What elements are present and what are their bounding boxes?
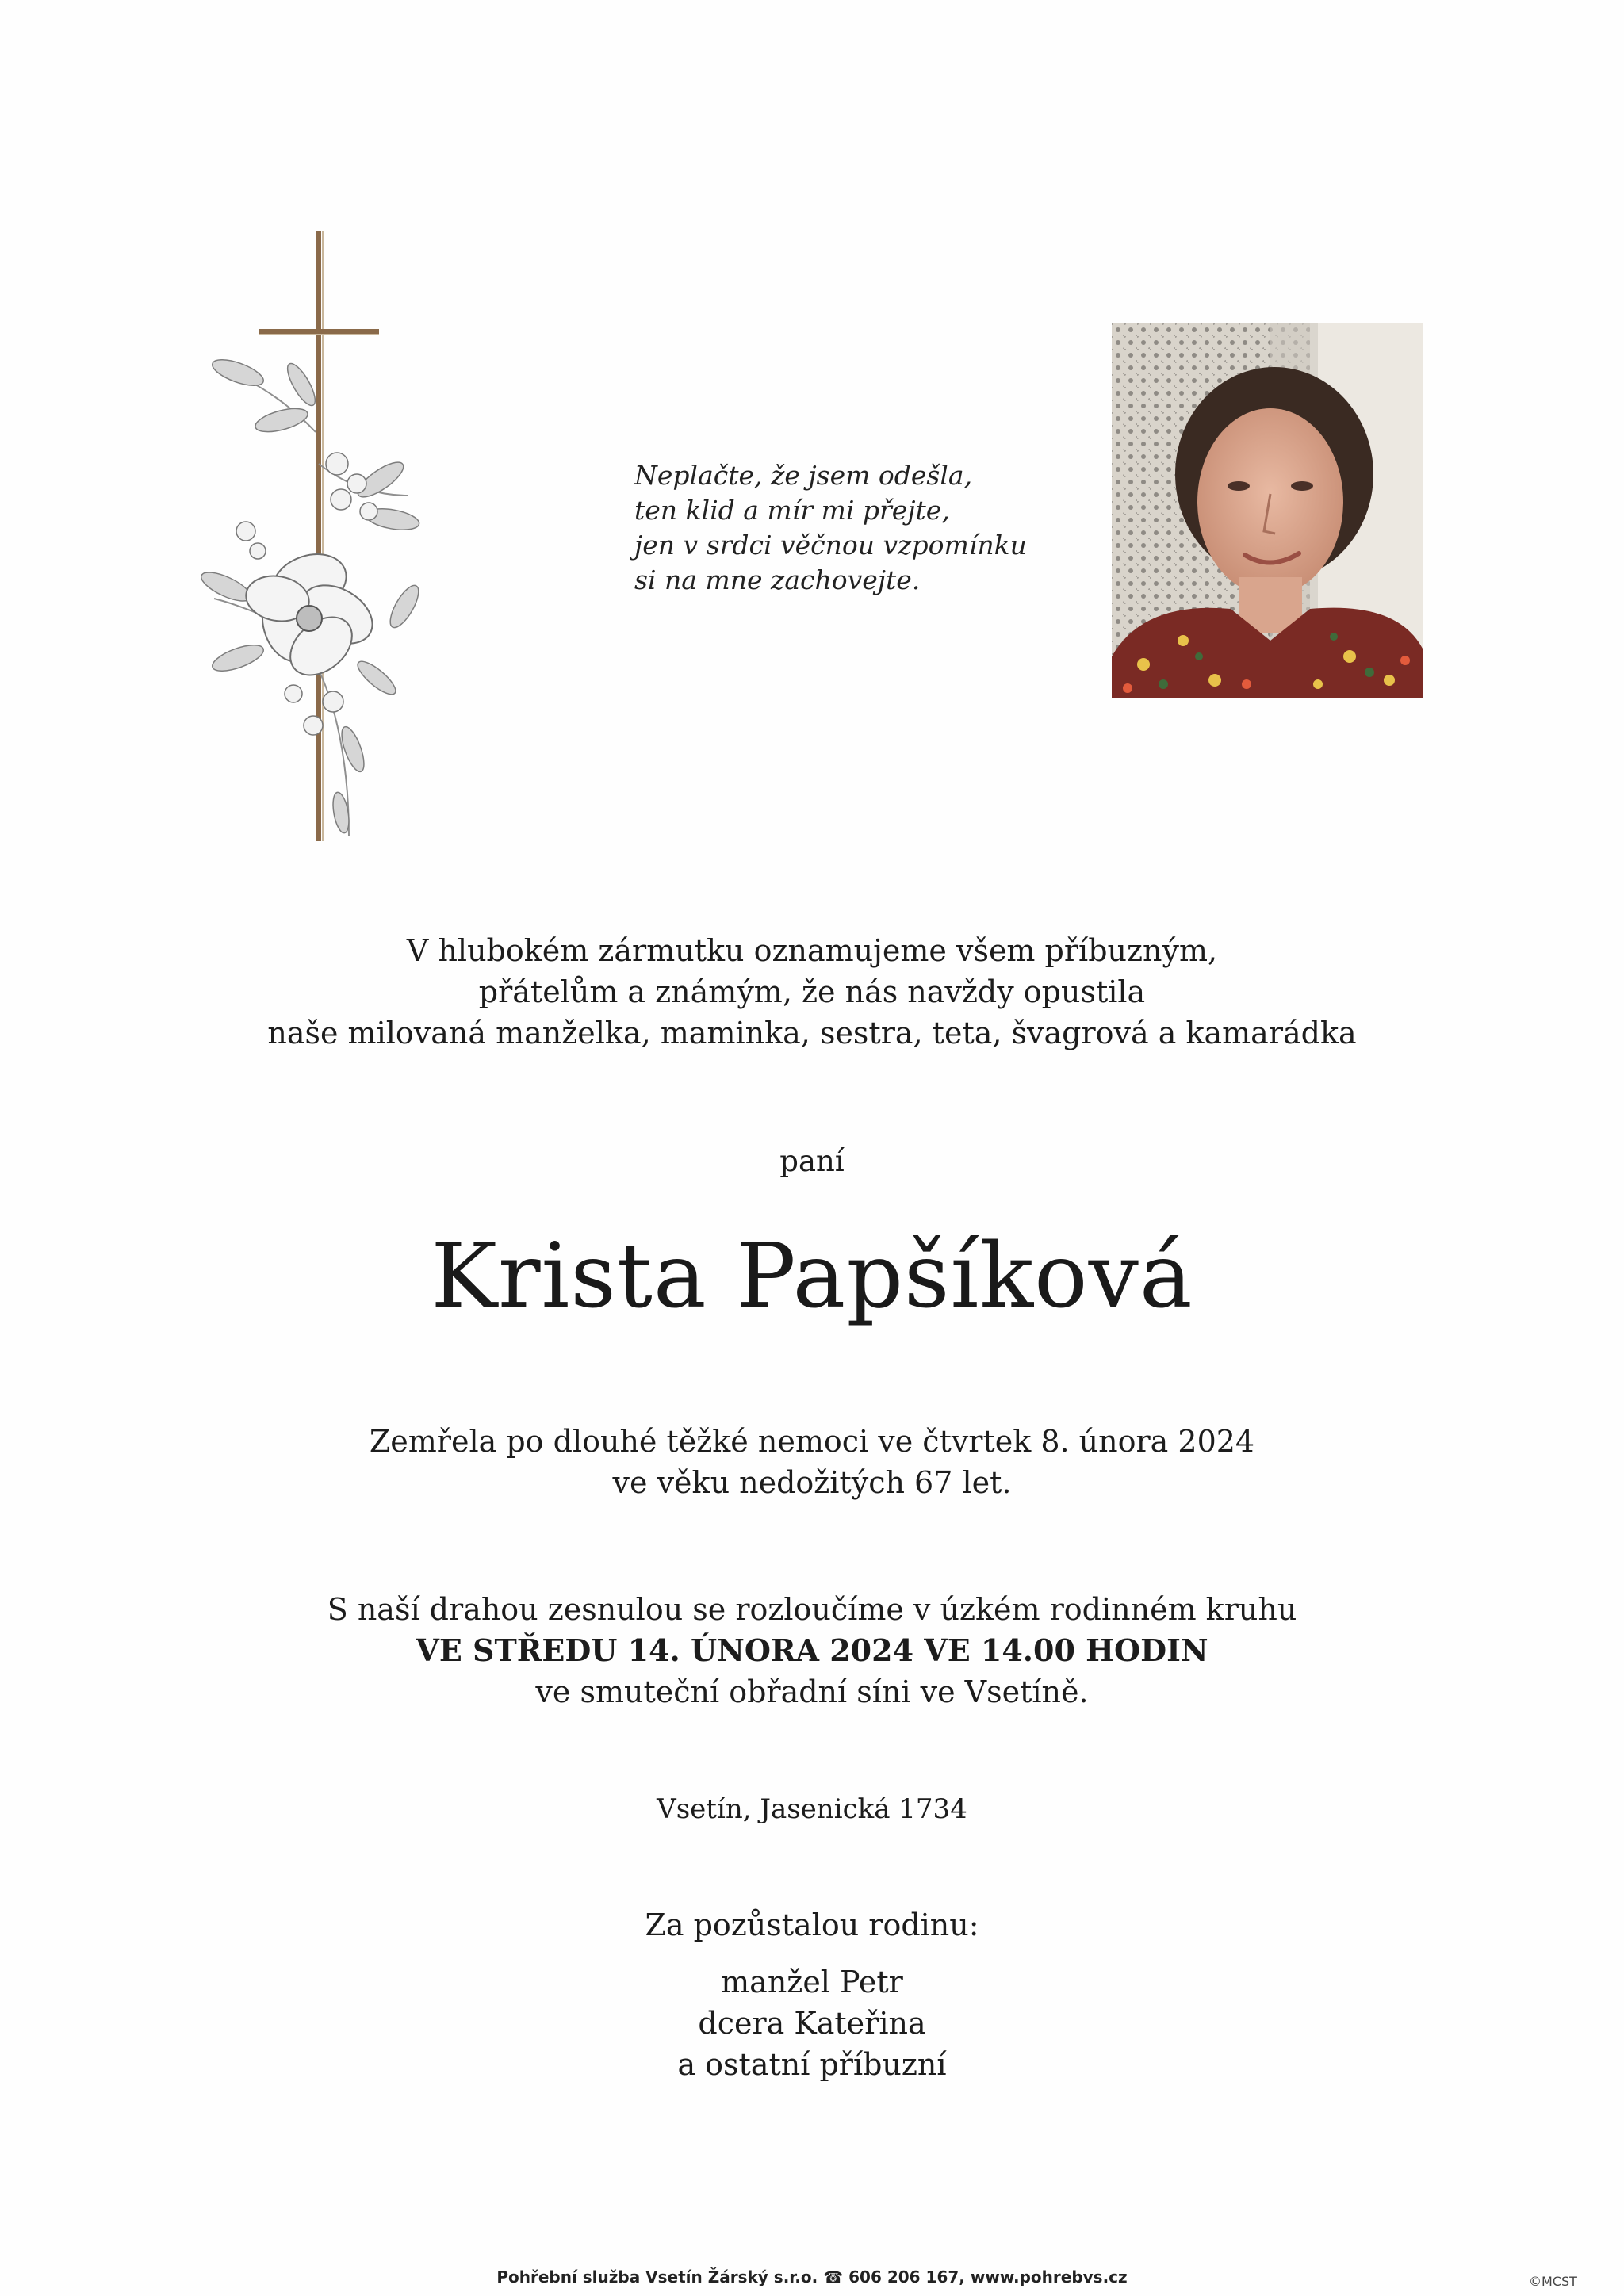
poem (634, 458, 1047, 598)
death-info-line: ve věku nedožitých 67 let. (612, 1465, 1012, 1500)
phone-icon: ☎ (823, 2267, 844, 2286)
funeral-place: ve smuteční obřadní síni ve Vsetíně. (535, 1674, 1089, 1709)
cross-with-flowers-icon (182, 226, 436, 852)
announcement-line: naše milovaná manželka, maminka, sestra, teta, švagrová a kamarádka (267, 1016, 1357, 1050)
family-member: a ostatní příbuzní (677, 2047, 947, 2082)
deceased-name: Krista Papšíková (431, 1225, 1193, 1328)
poem-line: jen v srdci věčnou vzpomínku (634, 530, 1027, 561)
footer-web: www.pohrebvs.cz (970, 2267, 1128, 2286)
death-info-line: Zemřela po dlouhé těžké nemoci ve čtvrtek 8. února 2024 (369, 1424, 1255, 1459)
death-info (0, 1421, 1624, 1503)
family-member: dcera Kateřina (698, 2006, 926, 2041)
family-signature (0, 1904, 1624, 2085)
announcement (0, 930, 1624, 1054)
announcement-line: V hlubokém zármutku oznamujeme všem příbuzným, (406, 933, 1218, 968)
footer (0, 2267, 1624, 2286)
salutation: paní (779, 1144, 845, 1178)
footer-phone: 606 206 167, (848, 2267, 965, 2286)
portrait-photo (1112, 323, 1423, 698)
address: Vsetín, Jasenická 1734 (657, 1793, 967, 1825)
funeral-date-time: VE STŘEDU 14. ÚNORA 2024 VE 14.00 HODIN (416, 1632, 1208, 1668)
copyright-mark: ©MCST (1529, 2274, 1577, 2289)
family-member: manžel Petr (721, 1965, 903, 1999)
poem-line: Neplačte, že jsem odešla, (634, 460, 973, 491)
funeral-intro: S naší drahou zesnulou se rozloučíme v úzkém rodinném kruhu (327, 1592, 1297, 1627)
funeral-info (0, 1589, 1624, 1712)
family-heading: Za pozůstalou rodinu: (645, 1908, 979, 1942)
poem-line: ten klid a mír mi přejte, (634, 495, 950, 526)
poem-line: si na mne zachovejte. (634, 564, 921, 595)
footer-company: Pohřební služba Vsetín Žárský s.r.o. (496, 2267, 818, 2286)
announcement-line: přátelům a známým, že nás navždy opustila (478, 974, 1146, 1009)
